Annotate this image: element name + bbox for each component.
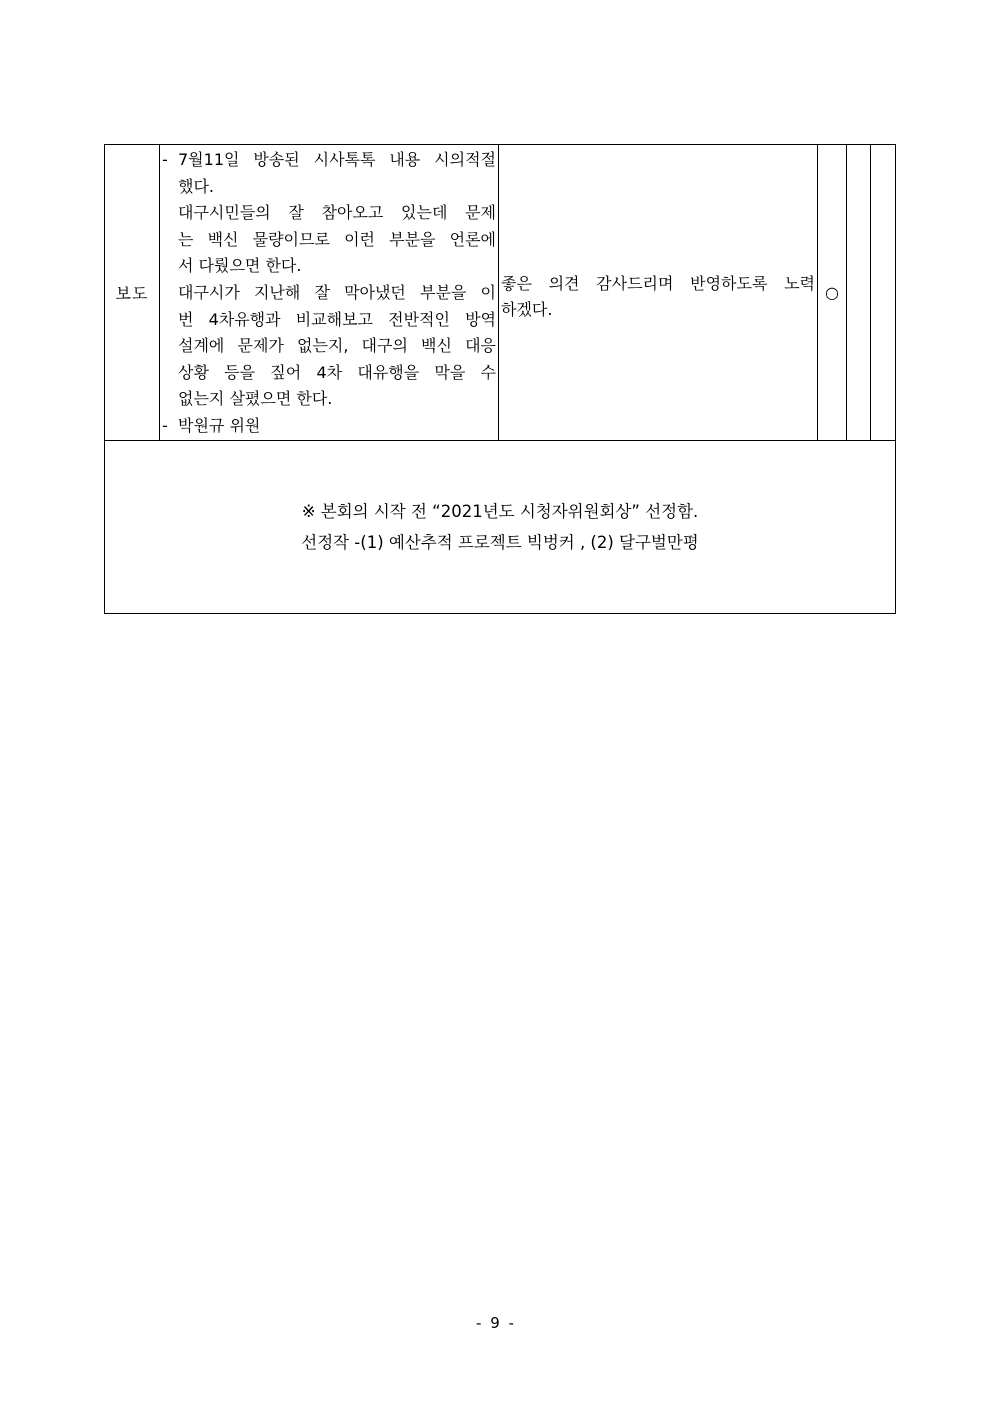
category-cell (105, 145, 160, 441)
note-line-1: ※ 본회의 시작 전 “2021년도 시청자위원회상” 선정함. (301, 501, 699, 521)
opinion-line: 대구시가 지난해 잘 막아냈던 부분을 이 (178, 282, 496, 302)
empty-cell (871, 145, 896, 441)
opinion-line: 없는지 살폈으면 한다. (178, 389, 333, 409)
response-line: 하겠다. (501, 300, 553, 320)
response-line: 좋은 의견 감사드리며 반영하도록 노력 (501, 273, 815, 293)
response-cell (499, 145, 818, 441)
note-row (105, 440, 896, 613)
note-line-2: 선정작 -(1) 예산추적 프로젝트 빅벙커 , (2) 달구벌만평 (301, 532, 699, 552)
circle-mark: ○ (825, 282, 839, 302)
opinion-line: - 7월11일 방송된 시사톡톡 내용 시의적절 (162, 147, 496, 174)
dash-marker: - (162, 415, 168, 435)
opinion-line: 번 4차유행과 비교해보고 전반적인 방역 (178, 309, 496, 329)
mark-cell (818, 145, 847, 441)
table-row (105, 145, 896, 441)
empty-cell (847, 145, 871, 441)
opinion-line: 는 백신 물량이므로 이런 부분을 언론에 (178, 229, 496, 249)
opinion-line: 상황 등을 짚어 4차 대유행을 막을 수 (178, 362, 496, 382)
opinion-line: - 박원규 위원 (162, 413, 496, 440)
category-label: 보도 (115, 283, 149, 303)
opinion-line: 설계에 문제가 없는지, 대구의 백신 대응 (178, 336, 496, 356)
page-number: - 9 - (476, 1314, 516, 1332)
opinion-line: 서 다뤘으면 한다. (178, 256, 302, 276)
dash-marker: - (162, 150, 168, 169)
opinion-line: 대구시민들의 잘 참아오고 있는데 문제 (178, 203, 496, 223)
opinion-line: 했다. (178, 176, 214, 196)
note-cell (105, 440, 896, 613)
opinion-cell (160, 145, 499, 441)
minutes-table (104, 144, 896, 614)
